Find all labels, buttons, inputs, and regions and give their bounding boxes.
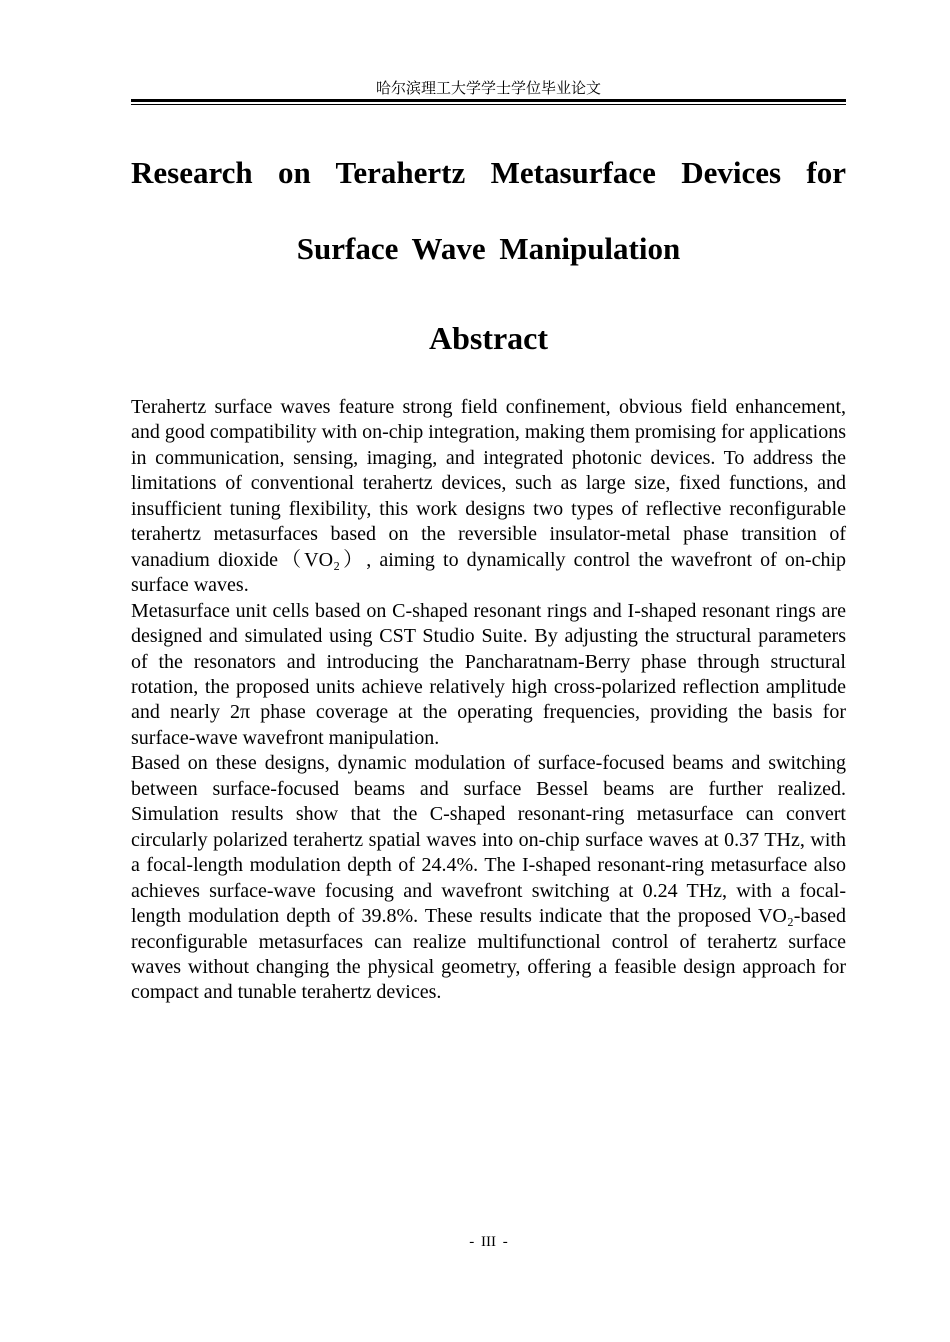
thesis-title-line-2: Surface Wave Manipulation — [296, 231, 681, 266]
thesis-title-line-1: Research on Terahertz Metasurface Devices for — [131, 155, 846, 190]
abstract-paragraph-1: Terahertz surface waves feature strong field confinement, obvious field enhancement, and good compatibility with on-chip integration, making them promising for applications in communication, sensing, imaging, and integrated photonic devices. To address the limitations of conventional terahertz devices, such as large size, fixed functions, and insufficient tuning flexibility, this work designs two types of reflective reconfigurable terahertz metasurfaces based on the reversible insulator‑metal phase transition of vanadium dioxide（VO₂）, aiming to dynamically control the wavefront of on-chip surface waves. — [131, 396, 846, 597]
running-header: 哈尔滨理工大学学士学位毕业论文 — [375, 79, 601, 97]
header-rule-thick — [131, 99, 846, 102]
abstract-body — [131, 395, 846, 1006]
abstract-paragraph-3: Based on these designs, dynamic modulation of surface-focused beams and switching between surface-focused beams and surface Bessel beams are further realized. Simulation results show that the C-shaped resonant-ring metasurface can convert circularly polarized terahertz spatial waves into on-chip surface waves at 0.37 THz, with a focal-length modulation depth of 24.4%. The I-shaped resonant-ring metasurface also achieves surface-wave focusing and wavefront switching at 0.24 THz, with a focal-length modulation depth of 39.8%. These results indicate that the proposed VO₂-based reconfigurable metasurfaces can realize multifunctional control of terahertz surface waves without changing the physical geometry, offering a feasible design approach for compact and tunable terahertz devices. — [131, 752, 846, 1004]
abstract-paragraph-2: Metasurface unit cells based on C-shaped resonant rings and I-shaped resonant rings are designed and simulated using CST Studio Suite. By adjusting the structural parameters of the resonators and introducing the Pancharatnam-Berry phase through structural rotation, the proposed units achieve relatively high cross-polarized reflection amplitude and nearly 2π phase coverage at the operating frequencies, providing the basis for surface-wave wavefront manipulation. — [131, 599, 846, 749]
page-number: - III - — [469, 1234, 508, 1250]
abstract-heading: Abstract — [428, 320, 549, 356]
header-rule-thin — [131, 104, 846, 105]
